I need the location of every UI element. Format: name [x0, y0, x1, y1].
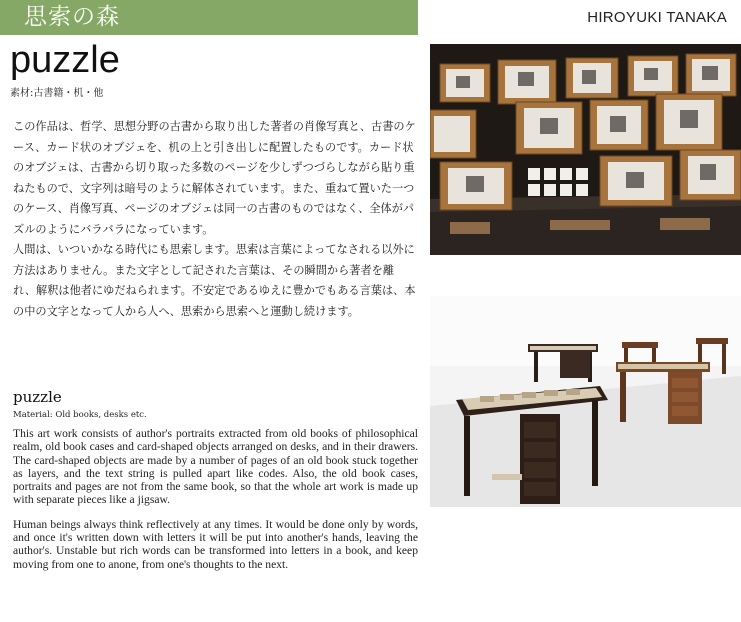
material-jp: 素材:古書籍・机・他: [10, 88, 104, 99]
en-paragraph: Human beings always think reflectively at any times. It would be done only by words, and once it's written down with letters it will be put into another's hands, leaving the author's. Unstable but rich words can be transformed into letters in a book, and keep moving from one to anone, from one's thoughts to the next.: [13, 517, 418, 571]
photo-installation-view: [430, 296, 741, 507]
photo-closeup-desk: [430, 44, 741, 255]
photo-closeup-image: [430, 44, 741, 255]
work-title-en: puzzle: [13, 388, 62, 406]
artist-name: HIROYUKI TANAKA: [587, 9, 727, 26]
jp-paragraph: この作品は、哲学、思想分野の古書から取り出した著者の肖像写真と、古書のケース、カード状のオブジェを、机の上と引き出しに配置したものです。カード状のオブジェは、古書から切り取った多数のページを少しずつづらしながら貼り重ねたもので、文字列は暗号のように解体されています。また、重ねて置いた一つのケース、肖像写真、ページのオブジェは同一の古書のものではなく、全体がパズルのようにバラバラになっています。: [13, 120, 416, 236]
series-title: 思索の森: [24, 4, 120, 30]
header-band: [0, 0, 418, 35]
photo-installation-image: [430, 296, 741, 507]
jp-paragraph: 人間は、いついかなる時代にも思索します。思索は言葉によってなされる以外に方法はありません。また文字として記された言葉は、その瞬間から著者を離れ、解釈は他者にゆだねられます。不安定であるゆえに豊かでもある言葉は、本の中の文字となって人から人へ、思索から思索へと運動し続けます。: [13, 243, 416, 318]
material-en: Material: Old books, desks etc.: [13, 410, 147, 420]
japanese-description: [13, 117, 417, 322]
english-description: [13, 427, 418, 582]
work-title: puzzle: [10, 39, 120, 81]
en-paragraph: This art work consists of author's portraits extracted from old books of philosophical realm, old book cases and card-shaped objects arranged on desks, and in their drawers. The card-shaped objects are made by a number of pages of an old book stuck together as layers, and the text string is pulled apart like codes. Also, the old book cases, portraits and pages are not from the same book, so that the whole art work is made up with separate pieces like a jigsaw.: [13, 427, 418, 507]
